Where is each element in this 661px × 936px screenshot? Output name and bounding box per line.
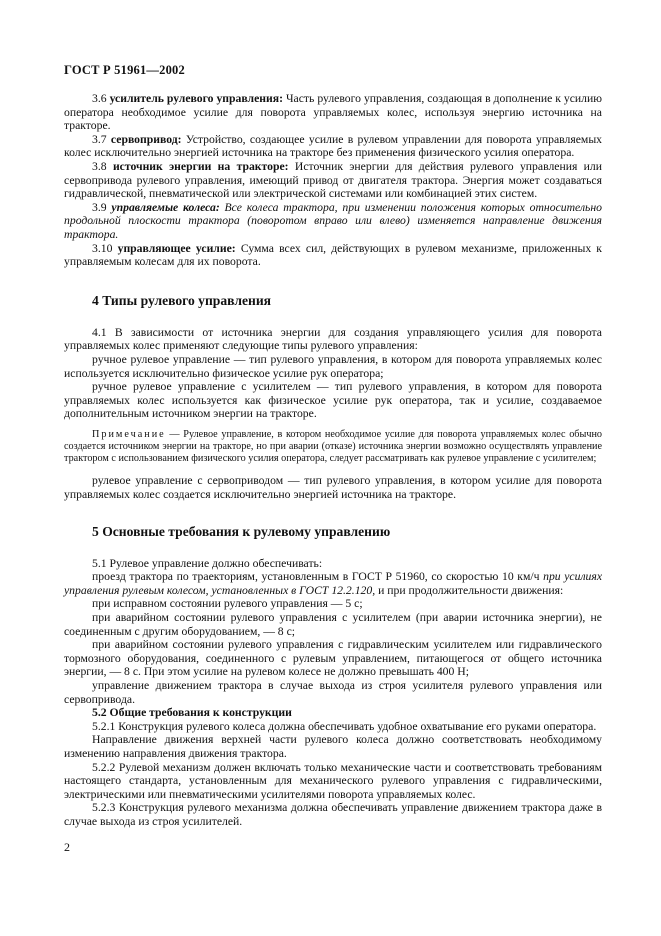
term: сервопривод: [110, 132, 182, 146]
definition-3-7: 3.7 сервопривод: Устройство, создающее усилие в рулевом управлении для поворота управляемых колес исключительно энергией источника на тракторе без применения физического усилия оператора. [64, 132, 603, 160]
paragraph-5-1-emergency-hydraulic: при аварийном состоянии рулевого управления с гидравлическим усилителем или гидравлического тормозного оборудования, соединенного с рулевым управлением, питающегося от общего источника энергии, — 8 с. При этом усилие на рулевом колесе не должно превышать 400 Н; [64, 638, 602, 679]
paragraph-4-1: 4.1 В зависимости от источника энергии для создания управляющего усилия для поворота управляемых колес применяют следующие типы рулевого управления: [64, 325, 602, 353]
paragraph-5-2-1-direction: Направление движения верхней части рулевого колеса должно соответствовать необходимому изменению направления движения трактора. [64, 733, 602, 760]
section-5-heading: 5 Основные требования к рулевому управлению [92, 523, 391, 539]
section-4-heading: 4 Типы рулевого управления [92, 292, 272, 308]
definition-3-6: 3.6 усилитель рулевого управления: Часть рулевого управления, создающая в дополнение к усилию оператора необходимое усилие для поворота управляемых колес, используя энергию источника на тракторе. [64, 92, 602, 133]
document-header: ГОСТ Р 51961—2002 [64, 63, 185, 77]
paragraph-power-assisted-steering: ручное рулевое управление с усилителем — тип рулевого управления, в котором для поворота управляемых колес используется как физическое усилие рук оператора, так и усилие, создаваемое дополнительным источником энергии на тракторе. [64, 380, 602, 421]
paragraph-servo-steering: рулевое управление с сервоприводом — тип рулевого управления, в котором усилие для поворота управляемых колес создается исключительно энергией источника на тракторе. [64, 474, 602, 502]
document-body [64, 92, 602, 829]
term: усилитель рулевого управления: [109, 92, 283, 105]
paragraph-5-1-emergency-booster: при аварийном состоянии рулевого управления с усилителем (при аварии источника энергии), не соединенным с другим оборудованием, — 8 с; [64, 611, 602, 638]
note: Примечание — Рулевое управление, в котором необходимое усилие для поворота управляемых колес обычно создается источником энергии на тракторе, но при аварии (отказе) источника энергии возможно осуществлять управление трактором с использованием физического усилия оператора, следует рассматривать как рулевое управление с усилителем; [64, 428, 602, 465]
paragraph-5-2-3: 5.2.3 Конструкция рулевого механизма должна обеспечивать управление движением трактора даже в случае выхода из строя усилителей. [64, 801, 602, 828]
definition-3-10: 3.10 управляющее усилие: Сумма всех сил, действующих в рулевом механизме, приложенных к управляемым колесам для их поворота. [64, 241, 602, 269]
term: управляемые колеса: [111, 200, 220, 214]
page-number: 2 [64, 840, 70, 854]
paragraph-manual-steering: ручное рулевое управление — тип рулевого управления, в котором для поворота управляемых колес используется исключительно физическое усилие рук оператора; [64, 352, 602, 380]
term: источник энергии на тракторе: [112, 159, 289, 173]
subsection-5-2-heading: 5.2 Общие требования к конструкции [92, 706, 292, 720]
paragraph-5-1-route: проезд трактора по траекториям, установленным в ГОСТ Р 51960, со скоростью 10 км/ч при усилиях управления рулевым колесом, установленных в ГОСТ 12.2.120, и при продолжительности движения: [64, 570, 603, 597]
paragraph-5-2-2: 5.2.2 Рулевой механизм должен включать только механические части и соответствовать требованиям настоящего стандарта, установленным для механического рулевого управления с гидравлическими, электрическими или пневматическими усилителями поворота управляемых колес. [64, 760, 602, 801]
definition-3-8: 3.8 источник энергии на тракторе: Источник энергии для действия рулевого управления или сервопривода рулевого управления, имеющий привод от двигателя трактора. Энергия может создаваться гидравлической, пневматической или электрической системами или комбинацией этих систем. [64, 159, 603, 201]
paragraph-5-1-control: управление движением трактора в случае выхода из строя усилителя рулевого управления или сервопривода. [64, 679, 602, 706]
term: управляющее усилие: [117, 241, 236, 255]
definition-3-9: 3.9 управляемые колеса: Все колеса трактора, при изменении положения которых относительно продольной плоскости трактора (поворотом вправо или влево) изменяется направление движения трактора. [64, 200, 603, 241]
note-label: Примечание [92, 428, 166, 440]
paragraph-5-2-1: 5.2.1 Конструкция рулевого колеса должна обеспечивать удобное охватывание его руками оператора. [92, 719, 597, 733]
paragraph-5-1: 5.1 Рулевое управление должно обеспечивать: [92, 556, 323, 570]
paragraph-5-1-normal: при исправном состоянии рулевого управления — 5 с; [92, 597, 363, 611]
